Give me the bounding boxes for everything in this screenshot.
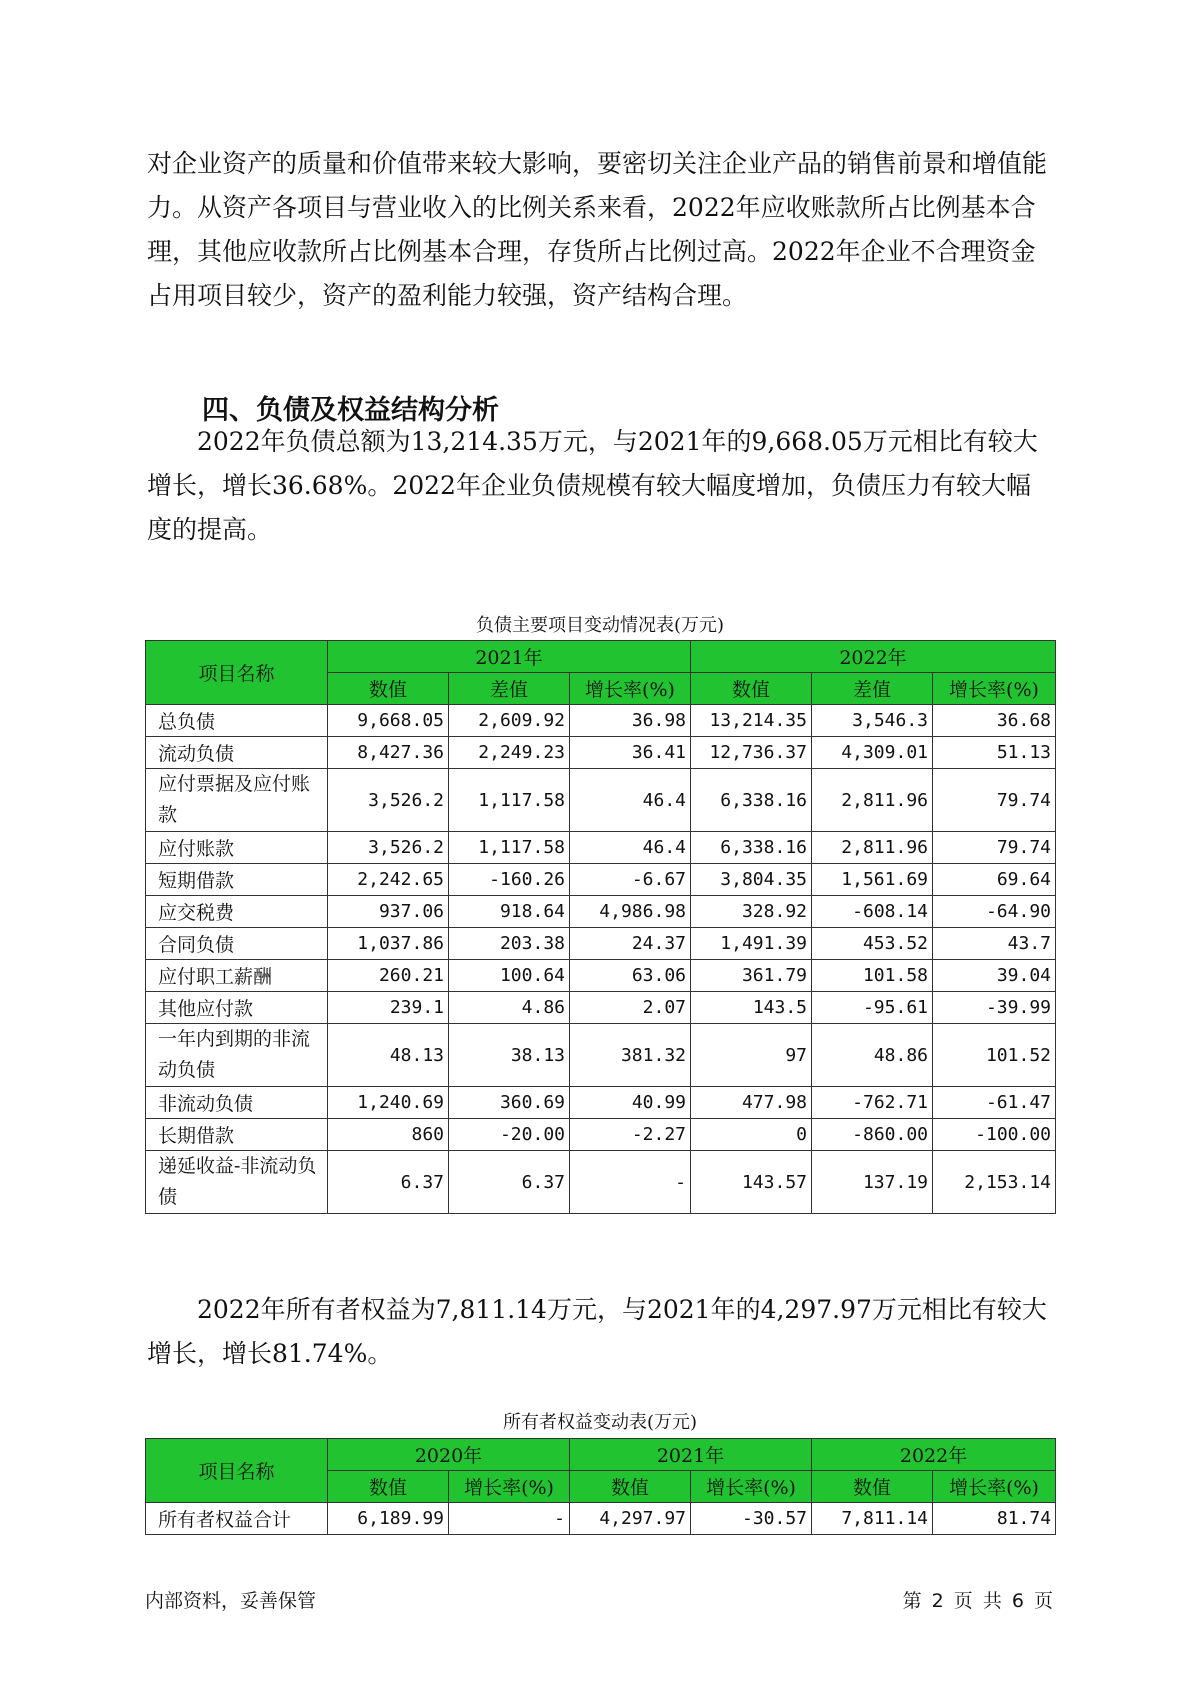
paragraph-liability-summary: 2022年负债总额为13,214.35万元，与2021年的9,668.05万元相比有较大增长，增长36.68%。2022年企业负债规模有较大幅度增加，负债压力有较大幅度的提高。 [147,427,1038,544]
column-header-value: 数值 [570,1471,691,1503]
table-cell: 4,297.97 [570,1503,691,1535]
table-cell: 36.98 [570,705,691,737]
table-cell: -860.00 [812,1119,933,1151]
row-label: 递延收益-非流动负债 [146,1151,328,1214]
table-cell: 69.64 [933,864,1056,896]
table-cell: 361.79 [691,960,812,992]
table-cell: 9,668.05 [328,705,449,737]
column-header-year: 2022年 [812,1439,1056,1471]
table-cell: 1,117.58 [449,832,570,864]
table-cell: 2,249.23 [449,737,570,769]
row-label: 合同负债 [146,928,328,960]
liability-table-caption: 负债主要项目变动情况表(万元) [475,615,725,636]
column-header-name: 项目名称 [146,641,328,705]
section-heading: 四、负债及权益结构分析 [202,395,499,426]
table-cell: 79.74 [933,769,1056,832]
table-cell: -95.61 [812,992,933,1024]
table-cell: -2.27 [570,1119,691,1151]
table-cell: 6,338.16 [691,832,812,864]
table-cell: 143.5 [691,992,812,1024]
table-cell: 1,240.69 [328,1087,449,1119]
table-cell: 6,189.99 [328,1503,449,1535]
table-cell: 6.37 [449,1151,570,1214]
row-label: 所有者权益合计 [146,1503,328,1535]
table-cell: 239.1 [328,992,449,1024]
table-cell: 203.38 [449,928,570,960]
column-header-name: 项目名称 [146,1439,328,1503]
table-cell: 1,117.58 [449,769,570,832]
footer-page-number: 第 2 页 共 6 页 [902,1590,1053,1612]
table-cell: 7,811.14 [812,1503,933,1535]
table-cell: 3,546.3 [812,705,933,737]
table-cell: -100.00 [933,1119,1056,1151]
table-cell: 860 [328,1119,449,1151]
table-cell: 46.4 [570,769,691,832]
equity-table-body [146,1503,1056,1535]
table-cell: 4,309.01 [812,737,933,769]
row-label: 一年内到期的非流动负债 [146,1024,328,1087]
paragraph-asset-summary: 对企业资产的质量和价值带来较大影响，要密切关注企业产品的销售前景和增值能力。从资产各项目与营业收入的比例关系来看，2022年应收账款所占比例基本合理，其他应收款所占比例基本合理，存货所占比例过高。2022年企业不合理资金占用项目较少，资产的盈利能力较强，资产结构合理。 [147,149,1048,310]
table-cell: 328.92 [691,896,812,928]
table-cell: 36.41 [570,737,691,769]
table-cell: 2.07 [570,992,691,1024]
table-cell: 48.86 [812,1024,933,1087]
row-label: 应付职工薪酬 [146,960,328,992]
table-cell: -61.47 [933,1087,1056,1119]
column-header-year: 2020年 [328,1439,570,1471]
table-row [146,705,1056,737]
table-cell: 381.32 [570,1024,691,1087]
column-header-year: 2022年 [691,641,1056,673]
column-header-value: 数值 [328,673,449,705]
table-row [146,896,1056,928]
table-cell: 36.68 [933,705,1056,737]
table-row [146,1503,1056,1535]
table-cell: 39.04 [933,960,1056,992]
column-header-year: 2021年 [328,641,691,673]
table-cell: 8,427.36 [328,737,449,769]
row-label: 总负债 [146,705,328,737]
table-row [146,992,1056,1024]
table-cell: 1,561.69 [812,864,933,896]
column-header-value: 数值 [691,673,812,705]
table-cell: 100.64 [449,960,570,992]
table-cell: 38.13 [449,1024,570,1087]
table-cell: 4,986.98 [570,896,691,928]
table-row [146,864,1056,896]
liability-table-body [146,705,1056,1214]
table-cell: 360.69 [449,1087,570,1119]
table-cell: 6,338.16 [691,769,812,832]
table-cell: 260.21 [328,960,449,992]
table-cell: 63.06 [570,960,691,992]
table-cell: 97 [691,1024,812,1087]
table-cell: 101.52 [933,1024,1056,1087]
column-header-growth: 增长率(%) [933,673,1056,705]
table-cell: 43.7 [933,928,1056,960]
row-label: 其他应付款 [146,992,328,1024]
table-cell: 1,491.39 [691,928,812,960]
table-cell: -30.57 [691,1503,812,1535]
table-row [146,1087,1056,1119]
row-label: 长期借款 [146,1119,328,1151]
column-header-growth: 增长率(%) [691,1471,812,1503]
table-cell: 3,526.2 [328,832,449,864]
column-header-value: 数值 [328,1471,449,1503]
row-label: 流动负债 [146,737,328,769]
equity-table-caption: 所有者权益变动表(万元) [502,1412,698,1433]
column-header-growth: 增长率(%) [449,1471,570,1503]
row-label: 短期借款 [146,864,328,896]
table-cell: -64.90 [933,896,1056,928]
table-cell: 6.37 [328,1151,449,1214]
row-label: 应交税费 [146,896,328,928]
table-cell: 12,736.37 [691,737,812,769]
table-cell: 137.19 [812,1151,933,1214]
table-cell: 4.86 [449,992,570,1024]
row-label: 非流动负债 [146,1087,328,1119]
table-cell: - [449,1503,570,1535]
column-header-growth: 增长率(%) [570,673,691,705]
equity-table [145,1438,1056,1535]
table-cell: -20.00 [449,1119,570,1151]
table-cell: 79.74 [933,832,1056,864]
column-header-growth: 增长率(%) [933,1471,1056,1503]
table-row [146,832,1056,864]
table-cell: 2,811.96 [812,769,933,832]
column-header-value: 数值 [812,1471,933,1503]
column-header-diff: 差值 [449,673,570,705]
table-row [146,737,1056,769]
table-cell: 40.99 [570,1087,691,1119]
table-cell: 0 [691,1119,812,1151]
table-cell: -608.14 [812,896,933,928]
table-cell: -160.26 [449,864,570,896]
table-cell: -39.99 [933,992,1056,1024]
table-cell: 477.98 [691,1087,812,1119]
table-cell: 918.64 [449,896,570,928]
paragraph-equity-summary: 2022年所有者权益为7,811.14万元，与2021年的4,297.97万元相比有较大增长，增长81.74%。 [147,1295,1047,1368]
table-row [146,1119,1056,1151]
table-cell: 3,526.2 [328,769,449,832]
table-cell: - [570,1151,691,1214]
table-cell: 46.4 [570,832,691,864]
table-cell: 2,242.65 [328,864,449,896]
equity-table-head [146,1439,1056,1503]
table-cell: 13,214.35 [691,705,812,737]
table-cell: 101.58 [812,960,933,992]
table-cell: 3,804.35 [691,864,812,896]
table-cell: 937.06 [328,896,449,928]
table-row [146,1151,1056,1214]
table-cell: 81.74 [933,1503,1056,1535]
table-row [146,928,1056,960]
table-cell: 51.13 [933,737,1056,769]
row-label: 应付票据及应付账款 [146,769,328,832]
table-cell: 1,037.86 [328,928,449,960]
table-cell: -6.67 [570,864,691,896]
table-cell: 2,153.14 [933,1151,1056,1214]
liability-table-head [146,641,1056,705]
liability-table [145,640,1056,1214]
table-cell: 453.52 [812,928,933,960]
table-cell: 48.13 [328,1024,449,1087]
column-header-year: 2021年 [570,1439,812,1471]
table-cell: 143.57 [691,1151,812,1214]
table-row [146,960,1056,992]
footer-confidential-note: 内部资料，妥善保管 [145,1590,317,1612]
table-cell: 2,811.96 [812,832,933,864]
table-cell: -762.71 [812,1087,933,1119]
table-row [146,769,1056,832]
table-cell: 2,609.92 [449,705,570,737]
table-row [146,1024,1056,1087]
table-cell: 24.37 [570,928,691,960]
row-label: 应付账款 [146,832,328,864]
column-header-diff: 差值 [812,673,933,705]
